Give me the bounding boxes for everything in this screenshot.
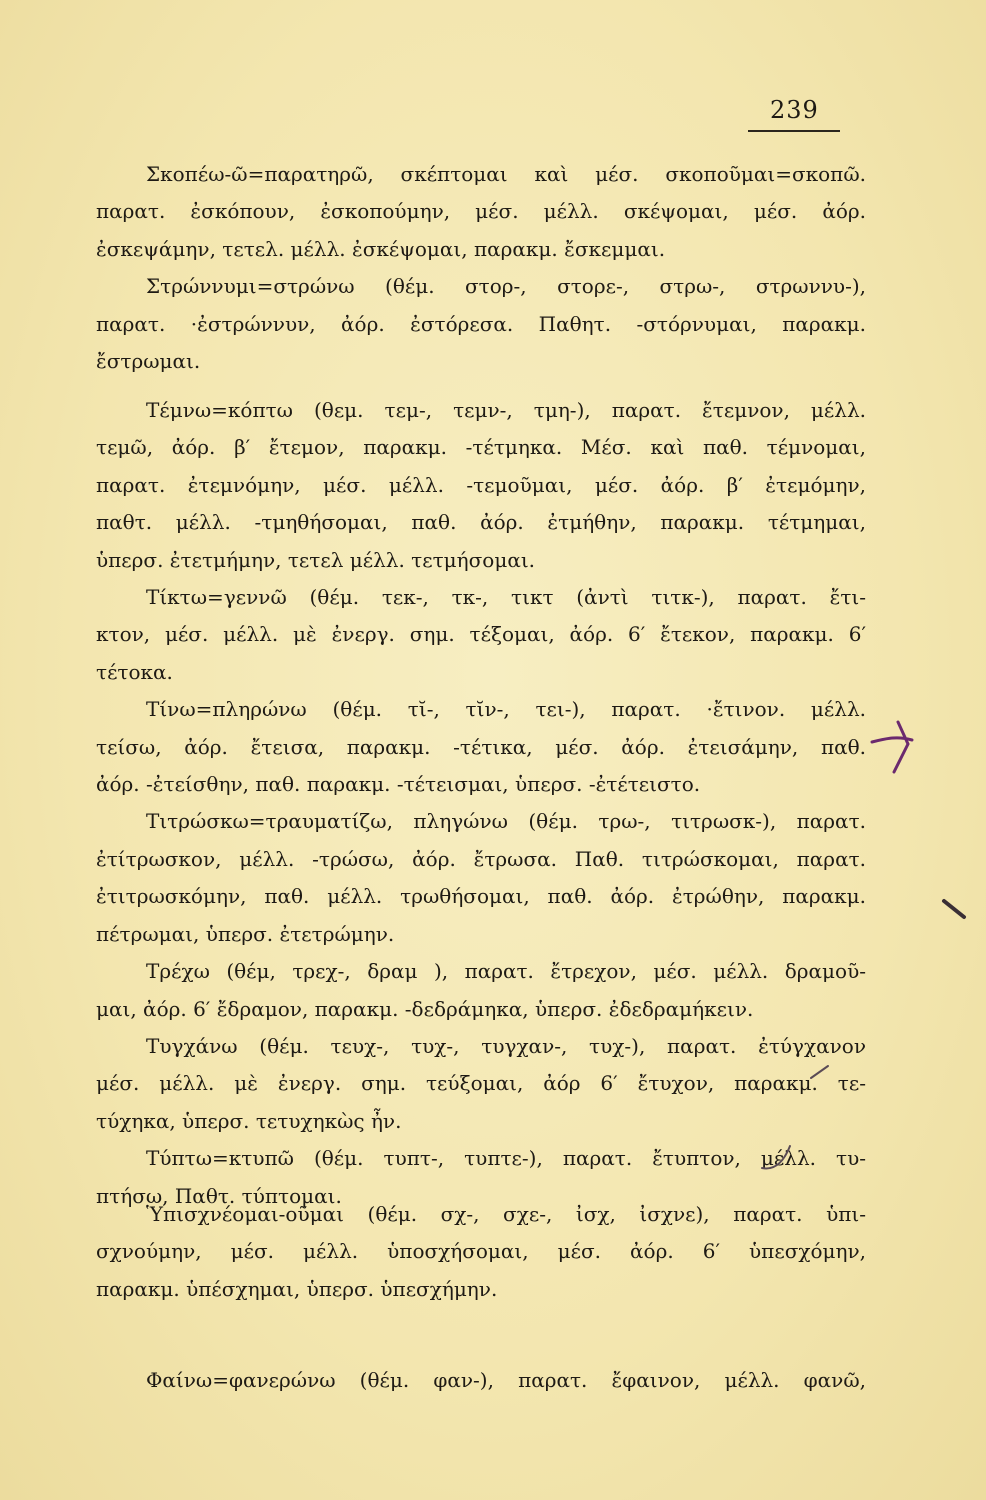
text-line: τέτοκα. [96, 659, 173, 684]
text-line: ὑπερσ. ἐτετμήμην, τετελ μέλλ. τετμήσομαι. [96, 547, 536, 572]
text-line: Τύπτω=κτυπῶ (θέμ. τυπτ-, τυπτε-), παρατ. ἔτυπτον, μέλλ. τυ- [146, 1146, 866, 1171]
text-line: παρατ. ·ἐστρώννυν, ἀόρ. ἐστόρεσα. Παθητ. -στόρνυμαι, παρακμ. [96, 311, 866, 336]
text-line: Τέμνω=κόπτω (θεμ. τεμ-, τεμν-, τμη-), παρατ. ἔτεμνον, μέλλ. [146, 398, 866, 422]
page-number-rule [748, 130, 840, 132]
text-line: ἐτιτρωσκόμην, παθ. μέλλ. τρωθήσομαι, παθ. ἀόρ. ἐτρώθην, παρακμ. [96, 884, 866, 909]
text-line: σχνούμην, μέσ. μέλλ. ὑποσχήσομαι, μέσ. ἀόρ. 6′ ὑπεσχόμην, [96, 1239, 866, 1264]
text-line: ἐτίτρωσκον, μέλλ. -τρώσω, ἀόρ. ἔτρωσα. Παθ. τιτρώσκομαι, παρατ. [96, 846, 866, 871]
text-line: παρακμ. ὑπέσχημαι, ὑπερσ. ὑπεσχήμην. [96, 1276, 498, 1301]
entry-block-phaino [96, 1362, 866, 1399]
text-line: Τιτρώσκω=τραυματίζω, πληγώνω (θέμ. τρω-, τιτρωσκ-), παρατ. [146, 809, 866, 834]
margin-dash-mark [808, 1062, 832, 1082]
text-line: παρατ. ἐσκόπουν, ἐσκοπούμην, μέσ. μέλλ. σκέψομαι, μέσ. ἀόρ. [96, 199, 866, 224]
text-line: Φαίνω=φανερώνω (θέμ. φαν-), παρατ. ἔφαινον, μέλλ. φανῶ, [146, 1368, 866, 1392]
text-line: ἐσκεψάμην, τετελ. μέλλ. ἐσκέψομαι, παρακμ. ἔσκεμμαι. [96, 236, 666, 261]
text-line: Σκοπέω-ῶ=παρατηρῶ, σκέπτομαι καὶ μέσ. σκοποῦμαι=σκοπῶ. [146, 162, 866, 186]
text-line: μέσ. μέλλ. μὲ ἐνεργ. σημ. τεύξομαι, ἀόρ 6′ ἔτυχον, παρακμ. τε- [96, 1071, 866, 1096]
text-line: τύχηκα, ὑπερσ. τετυχηκὼς ἦν. [96, 1108, 402, 1133]
text-line: Τίκτω=γεννῶ (θέμ. τεκ-, τκ-, τικτ (ἀντὶ τιτκ-), παρατ. ἔτι- [146, 585, 866, 610]
entry-block-hypischneomai [96, 1196, 866, 1308]
margin-tick-mark [940, 895, 970, 925]
text-line: παρατ. ἐτεμνόμην, μέσ. μέλλ. -τεμοῦμαι, μέσ. ἀόρ. β′ ἐτεμόμην, [96, 472, 866, 497]
text-line: τεμῶ, ἀόρ. β′ ἔτεμον, παρακμ. -τέτμηκα. Μέσ. καὶ παθ. τέμνομαι, [96, 435, 866, 460]
text-line: κτον, μέσ. μέλλ. μὲ ἐνεργ. σημ. τέξομαι, ἀόρ. 6′ ἔτεκον, παρακμ. 6′ [96, 622, 866, 647]
text-line: Τρέχω (θέμ, τρεχ-, δραμ ), παρατ. ἔτρεχον, μέσ. μέλλ. δραμοῦ- [146, 959, 866, 984]
text-line: πέτρωμαι, ὑπερσ. ἐτετρώμην. [96, 921, 395, 946]
text-line: μαι, ἀόρ. 6′ ἔδραμον, παρακμ. -δεδράμηκα, ὑπερσ. ἐδεδραμήκειν. [96, 996, 754, 1021]
margin-arrow-mark [868, 712, 918, 782]
text-line: Τυγχάνω (θέμ. τευχ-, τυχ-, τυγχαν-, τυχ-), παρατ. ἐτύγχανον [146, 1033, 866, 1058]
entry-block-skopeo [96, 156, 866, 380]
text-line: ἔστρωμαι. [96, 349, 201, 374]
margin-hook-mark [758, 1140, 798, 1180]
text-line: ἀόρ. -ἐτείσθην, παθ. παρακμ. -τέτεισμαι, ὑπερσ. -ἐτέτειστο. [96, 772, 701, 797]
text-line: Στρώννυμι=στρώνω (θέμ. στορ-, στορε-, στρω-, στρωννυ-), [146, 274, 866, 299]
entry-block-temno [96, 392, 866, 1215]
text-line: παθτ. μέλλ. -τμηθήσομαι, παθ. ἀόρ. ἐτμήθην, παρακμ. τέτμημαι, [96, 510, 866, 535]
page-number: 239 [770, 96, 819, 124]
text-line: πτήσω, Παθτ. τύπτομαι. [96, 1183, 342, 1208]
text-line: Τίνω=πληρώνω (θέμ. τῐ-, τῐν-, τει-), παρατ. ·ἔτινον. μέλλ. [146, 697, 866, 722]
text-line: Ὑπισχνέομαι-οῦμαι (θέμ. σχ-, σχε-, ἰσχ, ἰσχνε), παρατ. ὑπι- [146, 1202, 866, 1226]
text-line: τείσω, ἀόρ. ἔτεισα, παρακμ. -τέτικα, μέσ. ἀόρ. ἐτεισάμην, παθ. [96, 734, 866, 759]
